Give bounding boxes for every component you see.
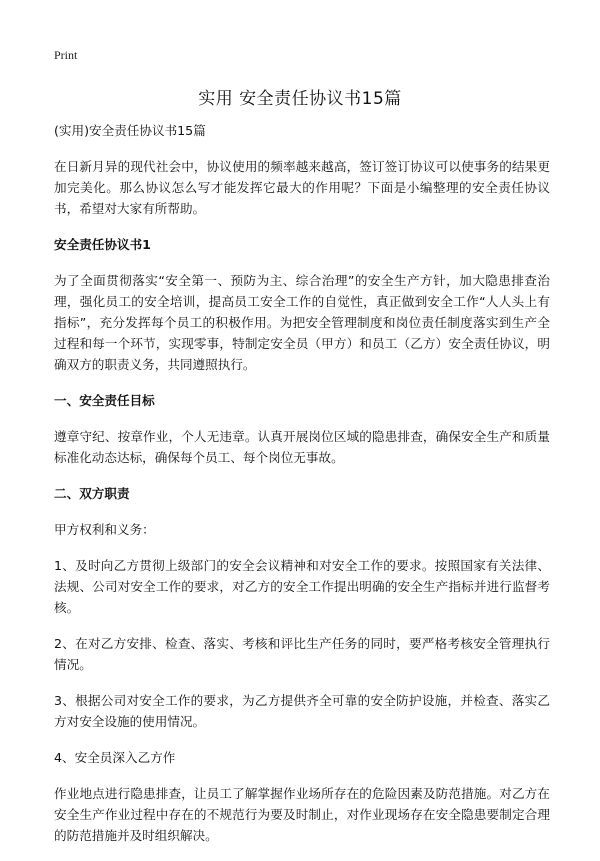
document-subtitle: (实用)安全责任协议书15篇 [54, 123, 206, 138]
duty-item-4-continuation: 作业地点进行隐患排查，让员工了解掌握作业场所存在的危险因素及防范措施。对乙方在安全生产作业过程中存在的不规范行为要及时制止，对作业现场存在安全隐患要制定合理的防范措施并及时组织解决。 [54, 786, 550, 843]
duty-item-4: 4、安全员深入乙方作 [54, 750, 176, 765]
duty-item-3: 3、根据公司对安全工作的要求，为乙方提供齐全可靠的安全防护设施，并检查、落实乙方对安全设施的使用情况。 [54, 693, 550, 729]
page-title: 实用 安全责任协议书15篇 [198, 89, 402, 109]
intro-paragraph: 在日新月异的现代社会中，协议使用的频率越来越高，签订签订协议可以使事务的结果更加完美化。那么协议怎么写才能发挥它最大的作用呢？下面是小编整理的安全责任协议书，希望对大家有所帮助。 [54, 159, 550, 216]
section-heading-agreement-1: 安全责任协议书1 [54, 237, 151, 252]
print-label: Print [54, 48, 78, 62]
duty-item-2: 2、在对乙方安排、检查、落实、考核和评比生产任务的同时，要严格考核安全管理执行情况。 [54, 636, 550, 672]
party-a-rights-label: 甲方权利和义务： [54, 522, 155, 537]
safety-target-paragraph: 遵章守纪、按章作业，个人无违章。认真开展岗位区域的隐患排查，确保安全生产和质量标准化动态达标，确保每个员工、每个岗位无事故。 [54, 429, 550, 465]
section-1-paragraph: 为了全面贯彻落实“安全第一、预防为主、综合治理”的安全生产方针，加大隐患排查治理，强化员工的安全培训，提高员工安全工作的自觉性，真正做到安全工作“人人头上有指标”，充分发挥每个员工的积极作用。为把安全管理制度和岗位责任制度落实到生产全过程和每一个环节，实现零事，特制定安全员（甲方）和员工（乙方）安全责任协议，明确双方的职责义务，共同遵照执行。 [54, 273, 550, 372]
section-heading-safety-target: 一、安全责任目标 [54, 393, 155, 408]
duty-item-1: 1、及时向乙方贯彻上级部门的安全会议精神和对安全工作的要求。按照国家有关法律、法规、公司对安全工作的要求，对乙方的安全工作提出明确的安全生产指标并进行监督考核。 [54, 558, 550, 615]
section-heading-duties: 二、双方职责 [54, 486, 130, 501]
document-body [54, 120, 550, 861]
